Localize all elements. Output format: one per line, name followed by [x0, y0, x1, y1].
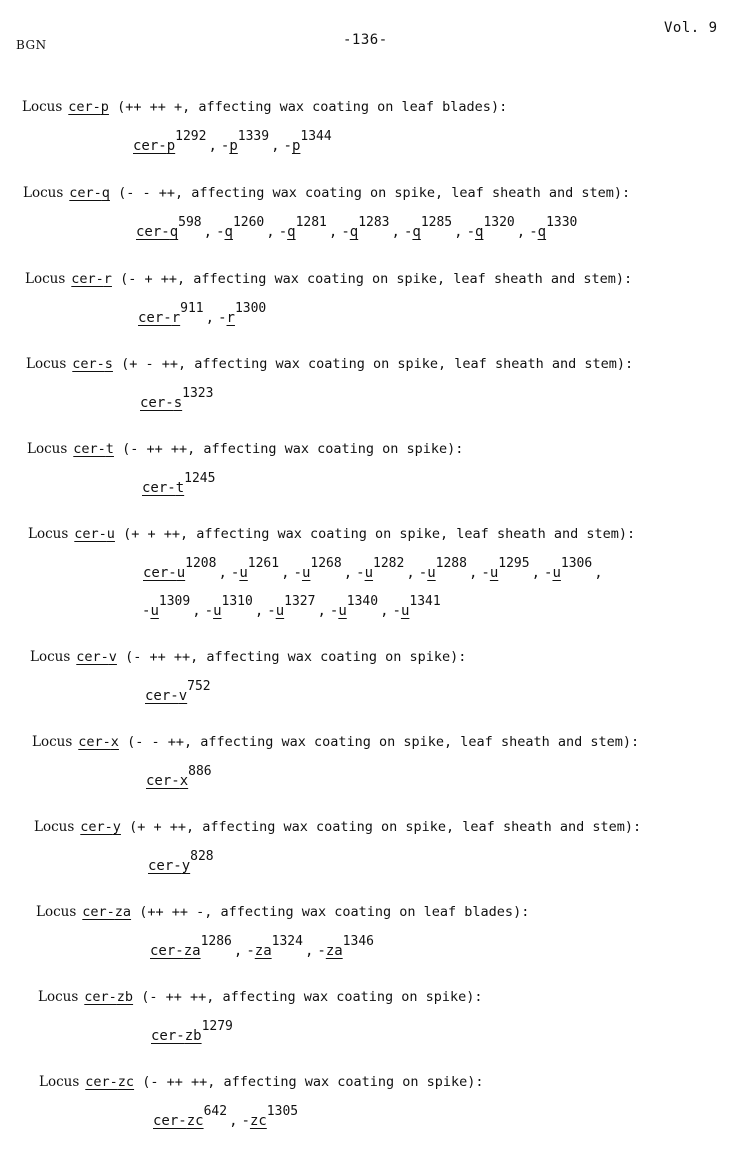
- allele: cer-$t^{1245}$: [142, 471, 216, 496]
- allele-number: 1306: [560, 556, 593, 571]
- locus-name: cer-t: [73, 441, 114, 457]
- allele: $-u^{1282}$: [356, 556, 405, 581]
- locus-word: Locus: [39, 1074, 80, 1090]
- locus-heading: [34, 818, 750, 836]
- locus-word: Locus: [25, 271, 66, 287]
- allele: $-zc^{1305}$: [241, 1104, 299, 1129]
- locus-word: Locus: [26, 356, 67, 372]
- allele-number: 1281: [295, 215, 327, 230]
- allele: cer-$v^{752}$: [145, 679, 211, 704]
- locus-name: cer-y: [80, 819, 121, 835]
- allele-number: 1330: [546, 215, 578, 230]
- locus-heading: [26, 355, 750, 373]
- allele: $-p^{1344}$: [283, 129, 332, 154]
- allele: cer-$za^{1286}$: [150, 934, 232, 959]
- allele-number: 1305: [266, 1104, 299, 1119]
- locus-entry: [30, 648, 750, 666]
- locus-heading: [38, 988, 750, 1006]
- allele-number: 1339: [237, 129, 270, 144]
- locus-word: Locus: [28, 526, 69, 542]
- locus-heading: [22, 98, 750, 116]
- allele-number: 1292: [175, 129, 207, 144]
- locus-name: cer-v: [76, 649, 117, 665]
- locus-name: cer-q: [69, 185, 110, 201]
- page-number: -136-: [343, 32, 388, 48]
- separator: ,: [304, 943, 314, 959]
- allele-number: 1320: [483, 215, 515, 230]
- allele-number: 1295: [498, 556, 530, 571]
- separator: ,: [328, 224, 338, 240]
- separator: ,: [594, 565, 603, 581]
- allele-line: [138, 301, 267, 328]
- locus-description: (- - ++, affecting wax coating on spike, leaf sheath and stem):: [118, 734, 640, 750]
- allele-number: 1344: [300, 129, 332, 144]
- locus-entry: [22, 98, 750, 116]
- allele-line: [150, 934, 374, 961]
- locus-description: (++ ++ +, affecting wax coating on leaf blades):: [108, 99, 508, 115]
- allele-number: 752: [187, 679, 211, 694]
- locus-word: Locus: [27, 441, 68, 457]
- locus-name: cer-zc: [85, 1074, 135, 1090]
- allele-number: 1346: [342, 934, 374, 949]
- allele: $-u^{1341}$: [392, 594, 441, 619]
- allele-number: 1288: [435, 556, 467, 571]
- allele-number: 828: [190, 849, 214, 864]
- separator: ,: [208, 138, 217, 154]
- allele: cer-$r^{911}$: [138, 301, 204, 326]
- allele-number: 1279: [201, 1019, 233, 1034]
- allele-line: [136, 215, 578, 242]
- separator: ,: [271, 138, 280, 154]
- allele: $-za^{1346}$: [317, 934, 374, 959]
- locus-description: (- ++ ++, affecting wax coating on spike):: [113, 441, 464, 457]
- separator: ,: [203, 224, 213, 240]
- locus-entry: [32, 733, 750, 751]
- separator: ,: [192, 603, 201, 619]
- separator: ,: [218, 565, 227, 581]
- allele: $-p^{1339}$: [220, 129, 270, 154]
- locus-description: (- ++ ++, affecting wax coating on spike):: [134, 1074, 484, 1090]
- locus-description: (- ++ ++, affecting wax coating on spike):: [133, 989, 483, 1005]
- locus-word: Locus: [32, 734, 73, 750]
- locus-entry: [28, 525, 750, 543]
- allele-number: 1261: [247, 556, 280, 571]
- allele: cer-$zc^{642}$: [153, 1104, 228, 1129]
- locus-heading: [25, 270, 750, 288]
- locus-entry: [39, 1073, 750, 1091]
- allele: $-q^{1283}$: [341, 215, 390, 240]
- separator: ,: [343, 565, 353, 581]
- separator: ,: [266, 224, 275, 240]
- locus-entry: [23, 184, 750, 202]
- separator: ,: [406, 565, 415, 581]
- allele-number: 1324: [271, 934, 303, 949]
- allele: $-u^{1340}$: [329, 594, 379, 619]
- allele-line: [145, 679, 211, 706]
- allele-number: 1260: [232, 215, 265, 230]
- allele-number: 1310: [221, 594, 253, 609]
- allele: $-u^{1310}$: [204, 594, 253, 619]
- allele-number: 642: [203, 1104, 228, 1119]
- locus-description: (- ++ ++, affecting wax coating on spike):: [116, 649, 467, 665]
- allele-number: 1245: [184, 471, 216, 486]
- separator: ,: [380, 603, 389, 619]
- allele-number: 1327: [284, 594, 316, 609]
- separator: ,: [317, 603, 326, 619]
- locus-description: (+ - ++, affecting wax coating on spike, leaf sheath and stem):: [112, 356, 634, 372]
- locus-name: cer-s: [72, 356, 113, 372]
- allele: cer-$q^{598}$: [136, 215, 202, 240]
- separator: ,: [254, 603, 264, 619]
- allele: $-q^{1285}$: [403, 215, 453, 240]
- allele: cer-$x^{886}$: [146, 764, 212, 789]
- allele-number: 1341: [409, 594, 441, 609]
- locus-name: cer-za: [82, 904, 132, 920]
- allele: $-u^{1295}$: [481, 556, 530, 581]
- locus-name: cer-zb: [84, 989, 134, 1005]
- allele-number: 1309: [158, 594, 191, 609]
- locus-entry: [26, 355, 750, 373]
- separator: ,: [468, 565, 478, 581]
- allele-number: 1340: [346, 594, 379, 609]
- locus-entry: [25, 270, 750, 288]
- locus-description: (+ + ++, affecting wax coating on spike, leaf sheath and stem):: [114, 526, 636, 542]
- allele: $-u^{1327}$: [267, 594, 316, 619]
- allele: $-q^{1320}$: [466, 215, 515, 240]
- locus-heading: [27, 440, 750, 458]
- locus-description: (++ ++ -, affecting wax coating on leaf blades):: [131, 904, 530, 920]
- allele: cer-$u^{1208}$: [143, 556, 217, 581]
- locus-heading: [30, 648, 750, 666]
- locus-name: cer-p: [68, 99, 109, 115]
- allele-number: 1208: [185, 556, 217, 571]
- allele: $-u^{1268}$: [293, 556, 342, 581]
- allele-number: 911: [180, 301, 204, 316]
- allele: $-q^{1260}$: [216, 215, 265, 240]
- locus-entry: [36, 903, 750, 921]
- allele-number: 1282: [373, 556, 405, 571]
- locus-word: Locus: [38, 989, 79, 1005]
- separator: ,: [391, 224, 400, 240]
- locus-heading: [28, 525, 750, 543]
- locus-heading: [36, 903, 750, 921]
- locus-word: Locus: [22, 99, 63, 115]
- allele-number: 1300: [234, 301, 267, 316]
- separator: ,: [516, 224, 526, 240]
- allele-line: [153, 1104, 299, 1131]
- allele-number: 1268: [310, 556, 342, 571]
- locus-entry: [27, 440, 750, 458]
- locus-name: cer-r: [71, 271, 112, 287]
- separator: ,: [205, 310, 215, 326]
- allele-number: 1323: [182, 386, 214, 401]
- allele: cer-$s^{1323}$: [140, 386, 214, 411]
- allele-line: [142, 471, 216, 498]
- locus-heading: [32, 733, 750, 751]
- locus-heading: [39, 1073, 750, 1091]
- allele: $-q^{1281}$: [278, 215, 327, 240]
- allele: $-u^{1261}$: [230, 556, 280, 581]
- locus-word: Locus: [23, 185, 64, 201]
- allele: $-u^{1306}$: [544, 556, 593, 581]
- locus-description: (- - ++, affecting wax coating on spike, leaf sheath and stem):: [109, 185, 631, 201]
- allele: $-u^{1309}$: [142, 594, 191, 619]
- header-journal: BGN: [16, 38, 47, 52]
- locus-description: (+ + ++, affecting wax coating on spike, leaf sheath and stem):: [120, 819, 642, 835]
- allele-line: [133, 129, 332, 156]
- separator: ,: [531, 565, 541, 581]
- allele-line: [142, 594, 441, 621]
- allele-line: [143, 556, 607, 583]
- allele-line: [140, 386, 214, 413]
- locus-word: Locus: [36, 904, 77, 920]
- allele-number: 1283: [358, 215, 390, 230]
- allele: cer-$p^{1292}$: [133, 129, 207, 154]
- allele-line: [146, 764, 212, 791]
- allele-number: 1285: [420, 215, 453, 230]
- locus-name: cer-x: [78, 734, 119, 750]
- locus-description: (- + ++, affecting wax coating on spike, leaf sheath and stem):: [111, 271, 633, 287]
- separator: ,: [281, 565, 290, 581]
- allele: $-r^{1300}$: [218, 301, 267, 326]
- allele: $-za^{1324}$: [246, 934, 303, 959]
- allele-line: [151, 1019, 233, 1046]
- locus-word: Locus: [34, 819, 75, 835]
- allele-number: 886: [188, 764, 212, 779]
- separator: ,: [229, 1113, 238, 1129]
- locus-entry: [38, 988, 750, 1006]
- allele: cer-$y^{828}$: [148, 849, 214, 874]
- allele: cer-$zb^{1279}$: [151, 1019, 233, 1044]
- allele: $-q^{1330}$: [529, 215, 578, 240]
- volume-label: Vol. 9: [664, 20, 718, 36]
- locus-heading: [23, 184, 750, 202]
- allele: $-u^{1288}$: [418, 556, 467, 581]
- locus-entry: [34, 818, 750, 836]
- allele-number: 1286: [200, 934, 232, 949]
- locus-word: Locus: [30, 649, 71, 665]
- separator: ,: [233, 943, 243, 959]
- allele-line: [148, 849, 214, 876]
- separator: ,: [454, 224, 463, 240]
- locus-name: cer-u: [74, 526, 115, 542]
- allele-number: 598: [178, 215, 202, 230]
